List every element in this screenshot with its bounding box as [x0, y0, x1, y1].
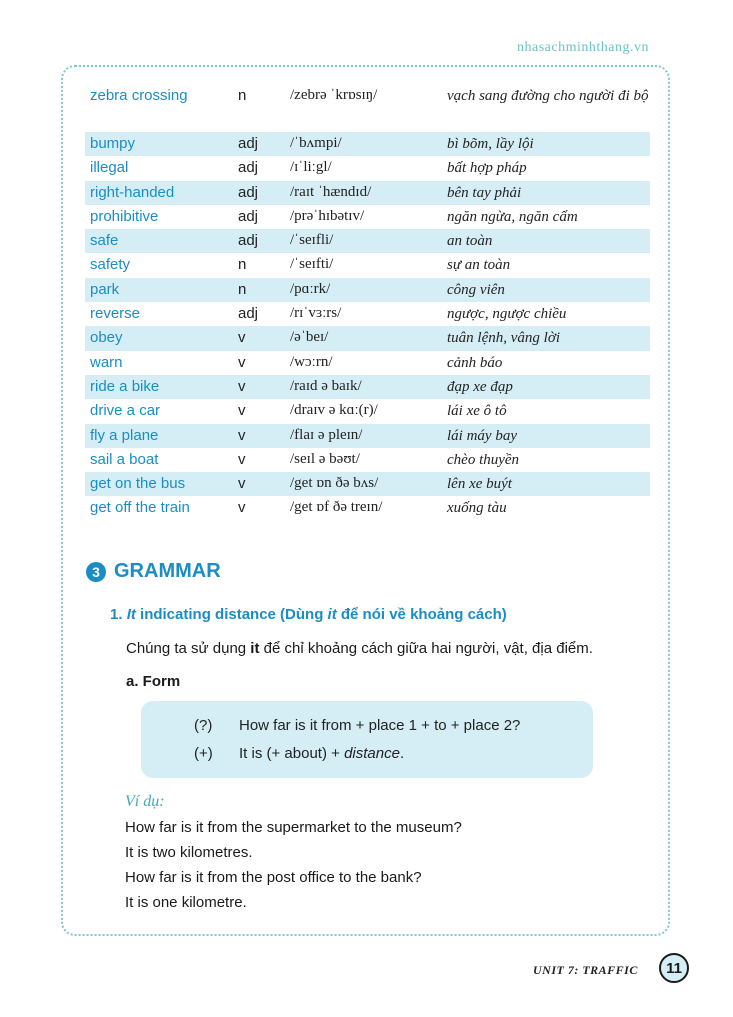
- vocab-ipa: /zebrə ˈkrɒsɪŋ/: [290, 87, 378, 103]
- vocab-row: [85, 399, 650, 423]
- site-url: nhasachminhthang.vn: [517, 40, 649, 55]
- vocab-meaning: cảnh báo: [447, 354, 503, 371]
- vocab-ipa: /raɪt ˈhændɪd/: [290, 183, 372, 200]
- unit-label: UNIT 7: TRAFFIC: [533, 963, 638, 977]
- vocab-meaning: lên xe buýt: [447, 476, 512, 493]
- vocab-meaning: an toàn: [447, 233, 493, 250]
- vocab-word: sail a boat: [90, 450, 159, 468]
- example-line: It is one kilometre.: [125, 894, 247, 911]
- form-positive-end: .: [399, 745, 405, 762]
- vocab-meaning: chèo thuyền: [447, 451, 520, 468]
- vocab-meaning: xuống tàu: [447, 500, 507, 517]
- vocab-row: [85, 424, 650, 448]
- sub-mid: indicating distance (Dùng: [135, 606, 328, 623]
- vocab-word: prohibitive: [90, 207, 159, 225]
- vocab-row: [85, 181, 650, 205]
- form-sign-positive: (+): [194, 745, 213, 762]
- vocab-row: [85, 253, 650, 277]
- grammar-title: GRAMMAR: [114, 560, 221, 582]
- grammar-intro: [126, 640, 593, 657]
- intro-a: Chúng ta sử dụng: [126, 640, 251, 657]
- vocab-meaning: vạch sang đường cho người đi bộ: [447, 88, 649, 104]
- vocab-row: [85, 205, 650, 229]
- grammar-heading: [86, 560, 221, 583]
- vocab-pos: adj: [238, 232, 259, 250]
- vocab-word: right-handed: [90, 183, 175, 201]
- vocab-row: [85, 326, 650, 350]
- vocab-row: [85, 229, 650, 253]
- vocab-ipa: /draɪv ə kɑː(r)/: [290, 402, 378, 419]
- vocab-row: [85, 472, 650, 496]
- vocab-meaning: đạp xe đạp: [447, 378, 513, 395]
- section-number-badge: 3: [86, 562, 106, 582]
- example-line: It is two kilometres.: [125, 844, 253, 861]
- form-positive: [239, 745, 404, 762]
- vocab-ipa: /ˈseɪfli/: [290, 232, 334, 249]
- vocab-ipa: /raɪd ə baɪk/: [290, 377, 362, 394]
- intro-it: it: [250, 640, 260, 657]
- sub-it2: it: [327, 606, 337, 623]
- vocab-pos: n: [238, 87, 247, 104]
- vocab-pos: n: [238, 256, 247, 274]
- form-positive-text: It is (+ about) +: [239, 745, 345, 762]
- form-box: [141, 701, 593, 778]
- vocab-ipa: /get ɒn ðə bʌs/: [290, 475, 379, 492]
- vocab-row: [85, 448, 650, 472]
- vocab-word: get on the bus: [90, 475, 186, 493]
- vocab-word: zebra crossing: [90, 87, 188, 104]
- sub-number: 1.: [110, 606, 123, 623]
- vocab-word: bumpy: [90, 135, 136, 152]
- sub-end: để nói về khoảng cách): [336, 606, 507, 623]
- vocab-ipa: /ˈbʌmpi/: [290, 135, 342, 151]
- vocab-ipa: /rɪˈvɜːrs/: [290, 305, 342, 322]
- vocab-meaning: ngăn ngừa, ngăn cấm: [447, 208, 578, 225]
- vocab-pos: adj: [238, 159, 259, 177]
- vocab-meaning: sự an toàn: [447, 257, 511, 274]
- vocab-meaning: bất hợp pháp: [447, 160, 527, 177]
- vocab-ipa: /seɪl ə bəʊt/: [290, 450, 360, 467]
- vocab-ipa: /prəˈhɪbətɪv/: [290, 207, 365, 224]
- example-heading: Ví dụ:: [125, 793, 165, 810]
- vocab-word: fly a plane: [90, 426, 159, 444]
- vocab-ipa: /ˈseɪfti/: [290, 256, 334, 273]
- vocab-word: drive a car: [90, 402, 161, 420]
- intro-b: để chỉ khoảng cách giữa hai người, vật, địa điểm.: [259, 640, 593, 657]
- vocab-row: [85, 132, 650, 156]
- sub-it: It: [126, 606, 136, 623]
- vocab-word: illegal: [90, 159, 129, 177]
- vocab-word: get off the train: [90, 499, 190, 517]
- page-number: 11: [659, 953, 689, 983]
- vocab-word: safety: [90, 256, 131, 274]
- vocab-ipa: /əˈbeɪ/: [290, 329, 329, 346]
- vocab-row: [85, 496, 650, 520]
- vocab-pos: v: [238, 450, 246, 468]
- vocab-meaning: công viên: [447, 281, 505, 298]
- vocab-pos: adj: [238, 305, 259, 323]
- vocab-ipa: /get ɒf ðə treɪn/: [290, 499, 383, 516]
- vocab-word: ride a bike: [90, 377, 160, 395]
- grammar-subheading: [110, 606, 507, 623]
- vocab-meaning: bên tay phải: [447, 184, 522, 201]
- vocab-word: safe: [90, 232, 119, 250]
- example-line: How far is it from the post office to the bank?: [125, 869, 422, 886]
- vocab-word: warn: [90, 353, 123, 371]
- vocab-row: [85, 302, 650, 326]
- vocab-row: [85, 351, 650, 375]
- vocabulary-table: [85, 84, 650, 521]
- vocab-row: [85, 156, 650, 180]
- form-positive-italic: distance: [344, 745, 400, 762]
- vocab-pos: n: [238, 280, 247, 298]
- vocab-row: [85, 84, 650, 132]
- form-question: How far is it from + place 1 + to + place 2?: [239, 717, 521, 734]
- vocab-pos: v: [238, 426, 246, 444]
- vocab-pos: adj: [238, 135, 259, 152]
- vocab-pos: v: [238, 377, 246, 395]
- vocab-pos: v: [238, 353, 246, 371]
- vocab-word: park: [90, 280, 120, 298]
- vocab-ipa: /pɑːrk/: [290, 280, 331, 297]
- vocab-meaning: ngược, ngược chiều: [447, 306, 567, 323]
- vocab-pos: adj: [238, 183, 259, 201]
- vocab-pos: v: [238, 499, 246, 517]
- vocab-row: [85, 278, 650, 302]
- form-heading: a. Form: [126, 673, 181, 690]
- vocab-meaning: lái xe ô tô: [447, 403, 507, 420]
- vocab-ipa: /ɪˈliːgl/: [290, 159, 332, 176]
- vocab-ipa: /flaɪ ə pleɪn/: [290, 426, 363, 443]
- example-line: How far is it from the supermarket to the museum?: [125, 819, 462, 836]
- vocab-meaning: bì bõm, lầy lội: [447, 136, 534, 152]
- vocab-pos: v: [238, 402, 246, 420]
- vocab-row: [85, 375, 650, 399]
- vocab-word: obey: [90, 329, 123, 347]
- vocab-pos: v: [238, 475, 246, 493]
- vocab-pos: v: [238, 329, 246, 347]
- form-sign-question: (?): [194, 717, 213, 734]
- vocab-word: reverse: [90, 305, 141, 323]
- vocab-meaning: lái máy bay: [447, 427, 517, 444]
- vocab-meaning: tuân lệnh, vâng lời: [447, 330, 560, 347]
- vocab-ipa: /wɔːrn/: [290, 353, 333, 370]
- vocab-pos: adj: [238, 207, 259, 225]
